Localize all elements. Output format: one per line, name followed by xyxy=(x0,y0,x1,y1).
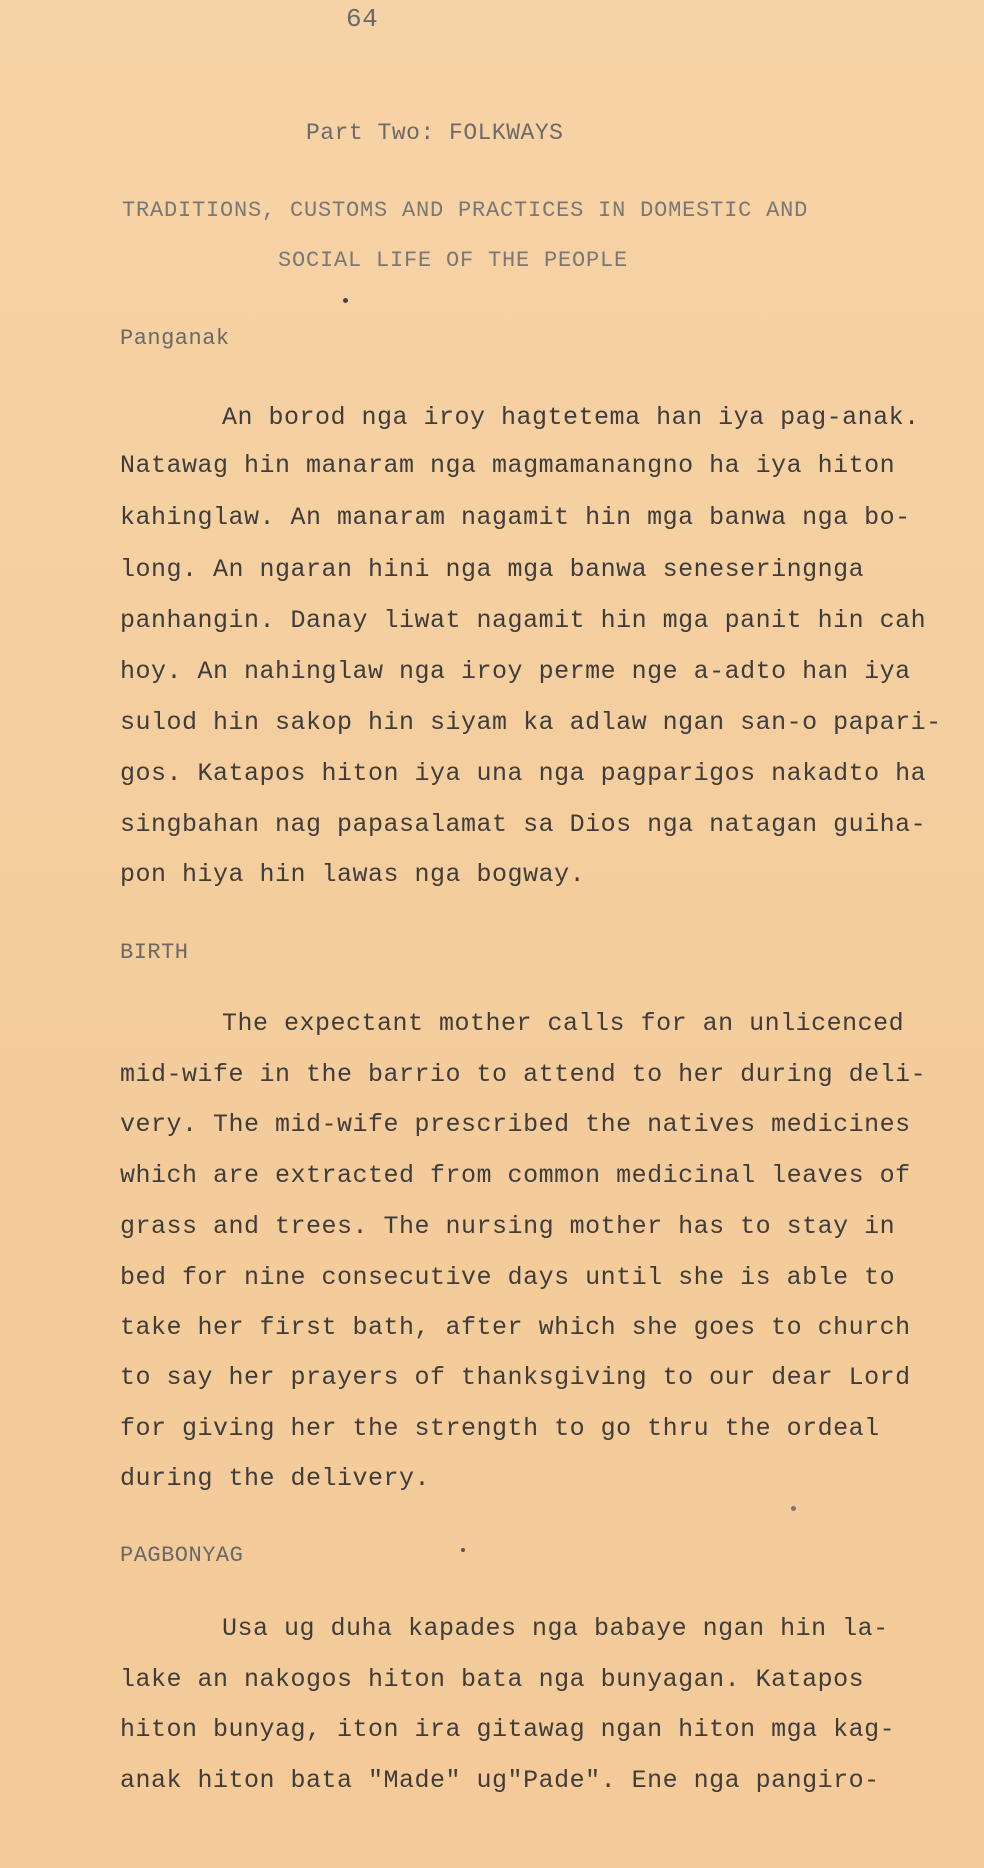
paragraph-line: bed for nine consecutive days until she is able to xyxy=(120,1263,896,1292)
paragraph-line: sulod hin sakop hin siyam ka adlaw ngan san-o papari- xyxy=(120,708,942,737)
paragraph-line: hiton bunyag, iton ira gitawag ngan hiton mga kag- xyxy=(120,1715,896,1744)
paragraph-line: lake an nakogos hiton bata nga bunyagan. Katapos xyxy=(120,1665,865,1694)
paragraph-line: The expectant mother calls for an unlicenced xyxy=(222,1009,905,1038)
section-title-birth: BIRTH xyxy=(120,940,189,965)
paragraph-line: during the delivery. xyxy=(120,1464,431,1493)
paragraph-line: mid-wife in the barrio to attend to her during deli- xyxy=(120,1060,927,1089)
paragraph-line: An borod nga iroy hagtetema han iya pag-anak. xyxy=(222,403,920,432)
paragraph-line: singbahan nag papasalamat sa Dios nga natagan guiha- xyxy=(120,810,927,839)
paragraph-line: grass and trees. The nursing mother has to stay in xyxy=(120,1212,896,1241)
section-title-pagbonyag: PAGBONYAG xyxy=(120,1543,244,1568)
paragraph-line: kahinglaw. An manaram nagamit hin mga banwa nga bo- xyxy=(120,503,911,532)
paragraph-line: which are extracted from common medicinal leaves of xyxy=(120,1161,911,1190)
paragraph-line: panhangin. Danay liwat nagamit hin mga panit hin cah xyxy=(120,606,927,635)
paragraph-line: hoy. An nahinglaw nga iroy perme nge a-adto han iya xyxy=(120,657,911,686)
paragraph-line: anak hiton bata "Made" ug"Pade". Ene nga pangiro- xyxy=(120,1766,880,1795)
ink-dot xyxy=(343,298,348,303)
paragraph-line: Natawag hin manaram nga magmamanangno ha iya hiton xyxy=(120,451,896,480)
paragraph-line: Usa ug duha kapades nga babaye ngan hin la- xyxy=(222,1614,889,1643)
paragraph-line: gos. Katapos hiton iya una nga pagparigos nakadto ha xyxy=(120,759,927,788)
paragraph-line: long. An ngaran hini nga mga banwa seneseringnga xyxy=(120,555,865,584)
ink-dot xyxy=(461,1548,465,1552)
paragraph-line: to say her prayers of thanksgiving to our dear Lord xyxy=(120,1363,911,1392)
section-title-panganak: Panganak xyxy=(120,326,230,351)
page-number: 64 xyxy=(346,4,379,34)
paragraph-line: take her first bath, after which she goes to church xyxy=(120,1313,911,1342)
paragraph-line: pon hiya hin lawas nga bogway. xyxy=(120,860,586,889)
part-title: Part Two: FOLKWAYS xyxy=(306,120,564,146)
heading-line-2: SOCIAL LIFE OF THE PEOPLE xyxy=(278,248,629,273)
paragraph-line: for giving her the strength to go thru the ordeal xyxy=(120,1414,880,1443)
heading-line-1: TRADITIONS, CUSTOMS AND PRACTICES IN DOMESTIC AND xyxy=(122,198,809,223)
paragraph-line: very. The mid-wife prescribed the natives medicines xyxy=(120,1110,911,1139)
ink-dot xyxy=(791,1506,796,1511)
